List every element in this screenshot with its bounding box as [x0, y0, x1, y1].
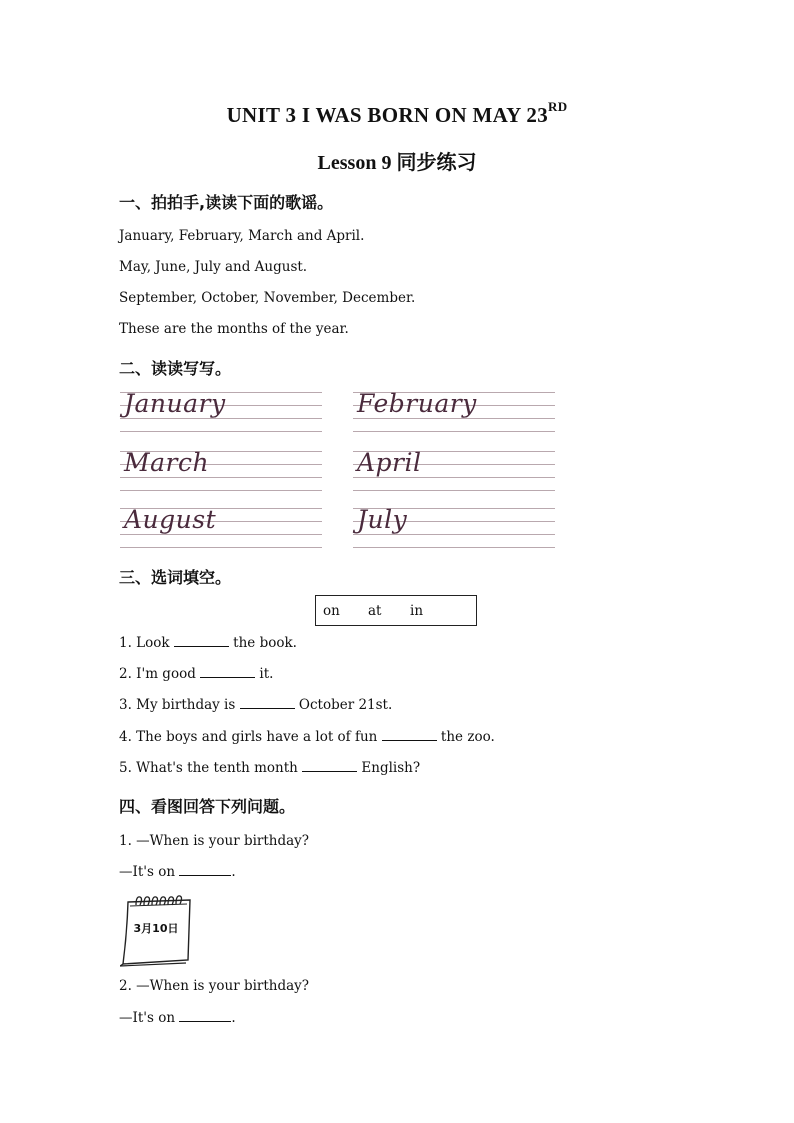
answer-blank[interactable]: [179, 875, 231, 876]
answer-1: —It's on .: [119, 864, 236, 880]
fill-item-3: 3. My birthday is October 21st.: [119, 697, 393, 713]
answer-2: —It's on .: [119, 1010, 236, 1026]
section3-heading: 三、选词填空。: [119, 568, 232, 587]
fill-item-1: 1. Look the book.: [119, 635, 297, 651]
page-title: [0, 99, 794, 128]
chant-line-3: September, October, November, December.: [119, 290, 416, 306]
word-option: on: [323, 603, 340, 619]
answer-blank[interactable]: [200, 677, 255, 678]
handwritten-word: March: [124, 448, 210, 477]
fill-item-5: 5. What's the tenth month English?: [119, 760, 421, 776]
writing-cell-july: [353, 506, 555, 551]
writing-cell-february: [353, 390, 555, 435]
title-text: UNIT 3 I WAS BORN ON MAY 23: [226, 103, 549, 127]
handwritten-word: April: [357, 448, 422, 477]
writing-cell-march: [120, 449, 322, 494]
calendar-date-label: 3月10日: [133, 922, 179, 935]
writing-cell-august: [120, 506, 322, 551]
question-2: 2. —When is your birthday?: [119, 978, 310, 994]
answer-blank[interactable]: [302, 771, 357, 772]
section2-heading: 二、读读写写。: [119, 359, 232, 378]
handwritten-word: July: [357, 505, 408, 534]
writing-cell-january: [120, 390, 322, 435]
question-1: 1. —When is your birthday?: [119, 833, 310, 849]
handwritten-word: August: [124, 505, 217, 534]
page-subtitle: Lesson 9 同步练习: [317, 152, 477, 174]
word-bank-box: [315, 595, 477, 626]
chant-line-4: These are the months of the year.: [119, 321, 349, 337]
fill-item-2: 2. I'm good it.: [119, 666, 274, 682]
writing-cell-april: [353, 449, 555, 494]
title-superscript: RD: [548, 99, 568, 114]
handwritten-word: February: [357, 389, 477, 418]
handwritten-word: January: [124, 389, 226, 418]
section1-heading: 一、拍拍手,读读下面的歌谣。: [119, 193, 334, 212]
answer-blank[interactable]: [382, 740, 437, 741]
word-option: at: [368, 603, 382, 619]
answer-blank[interactable]: [174, 646, 229, 647]
answer-blank[interactable]: [179, 1021, 231, 1022]
section4-heading: 四、看图回答下列问题。: [119, 797, 296, 816]
answer-blank[interactable]: [240, 708, 295, 709]
calendar-picture: [120, 893, 192, 967]
chant-line-1: January, February, March and April.: [119, 228, 365, 244]
word-option: in: [410, 603, 424, 619]
chant-line-2: May, June, July and August.: [119, 259, 308, 275]
fill-item-4: 4. The boys and girls have a lot of fun the zoo.: [119, 729, 495, 745]
